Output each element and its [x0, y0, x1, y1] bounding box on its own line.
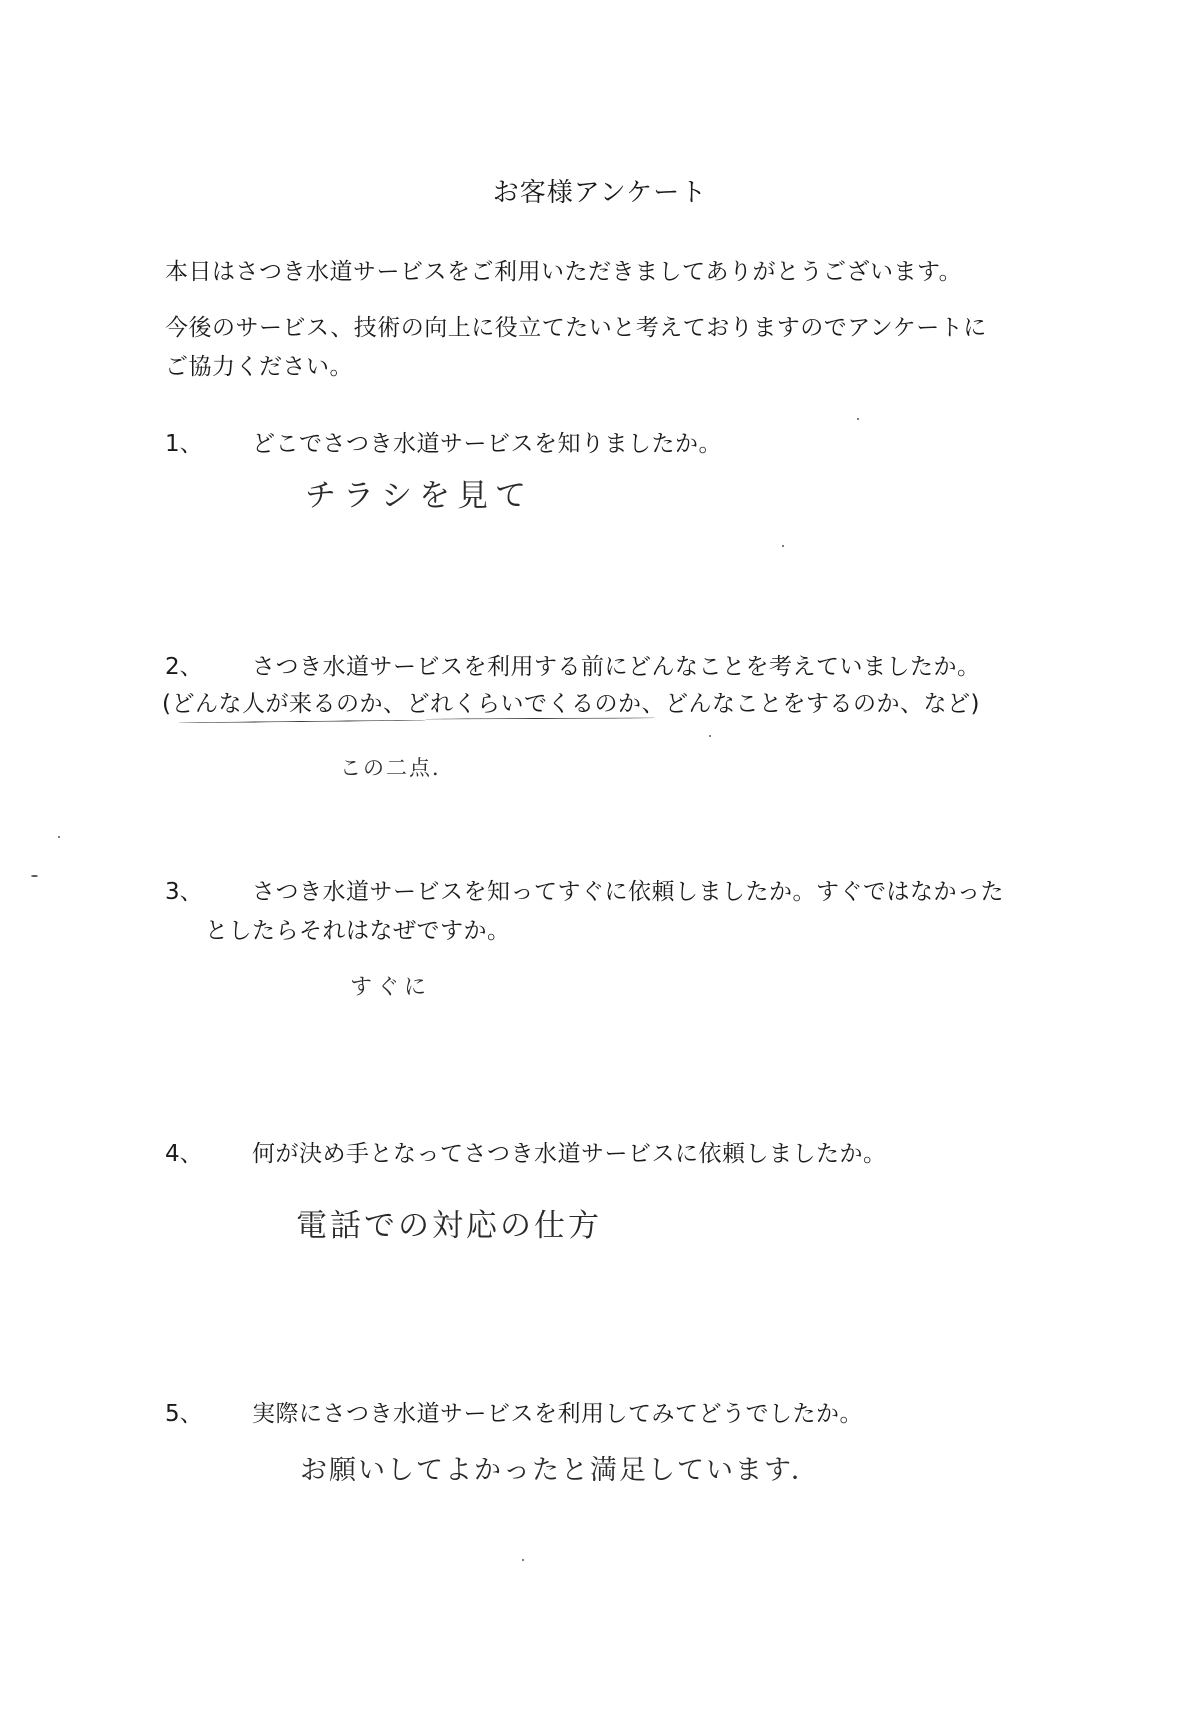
page-title: お客様アンケート: [492, 178, 708, 208]
question-3-number: 3、: [165, 879, 203, 905]
scan-speck: [857, 418, 859, 420]
scan-speck: [782, 545, 784, 547]
intro-line-3: ご協力ください。: [165, 354, 353, 380]
intro-line-1: 本日はさつき水道サービスをご利用いただきましてありがとうございます。: [165, 259, 963, 285]
intro-line-2: 今後のサービス、技術の向上に役立てたいと考えておりますのでアンケートに: [165, 315, 987, 341]
question-5-text: 実際にさつき水道サービスを利用してみてどうでしたか。: [252, 1401, 863, 1427]
question-2-subtext: (どんな人が来るのか、どれくらいでくるのか、どんなことをするのか、など): [162, 691, 980, 717]
answer-3-handwritten: すぐに: [350, 975, 432, 1000]
question-3-text-cont: としたらそれはなぜですか。: [205, 918, 511, 944]
question-3-text: さつき水道サービスを知ってすぐに依頼しましたか。すぐではなかった: [252, 879, 1004, 905]
question-2-text: さつき水道サービスを利用する前にどんなことを考えていましたか。: [252, 654, 981, 680]
answer-4-handwritten: 電話での対応の仕方: [296, 1208, 602, 1244]
question-5-number: 5、: [165, 1401, 203, 1427]
question-1-number: 1、: [165, 431, 203, 457]
question-4-text: 何が決め手となってさつき水道サービスに依頼しましたか。: [252, 1141, 887, 1167]
answer-5-handwritten: お願いしてよかったと満足しています．: [300, 1455, 820, 1486]
answer-1-handwritten: チラシを見て: [305, 478, 533, 514]
scan-speck: [31, 875, 38, 877]
question-1-text: どこでさつき水道サービスを知りましたか。: [252, 431, 722, 457]
scan-speck: [522, 1559, 524, 1561]
handwritten-underline-1: [178, 720, 426, 724]
answer-2-handwritten: この二点．: [340, 756, 455, 780]
question-2-number: 2、: [165, 654, 203, 680]
question-4-number: 4、: [165, 1141, 203, 1167]
scan-speck: [58, 836, 60, 838]
scan-speck: [709, 735, 711, 737]
